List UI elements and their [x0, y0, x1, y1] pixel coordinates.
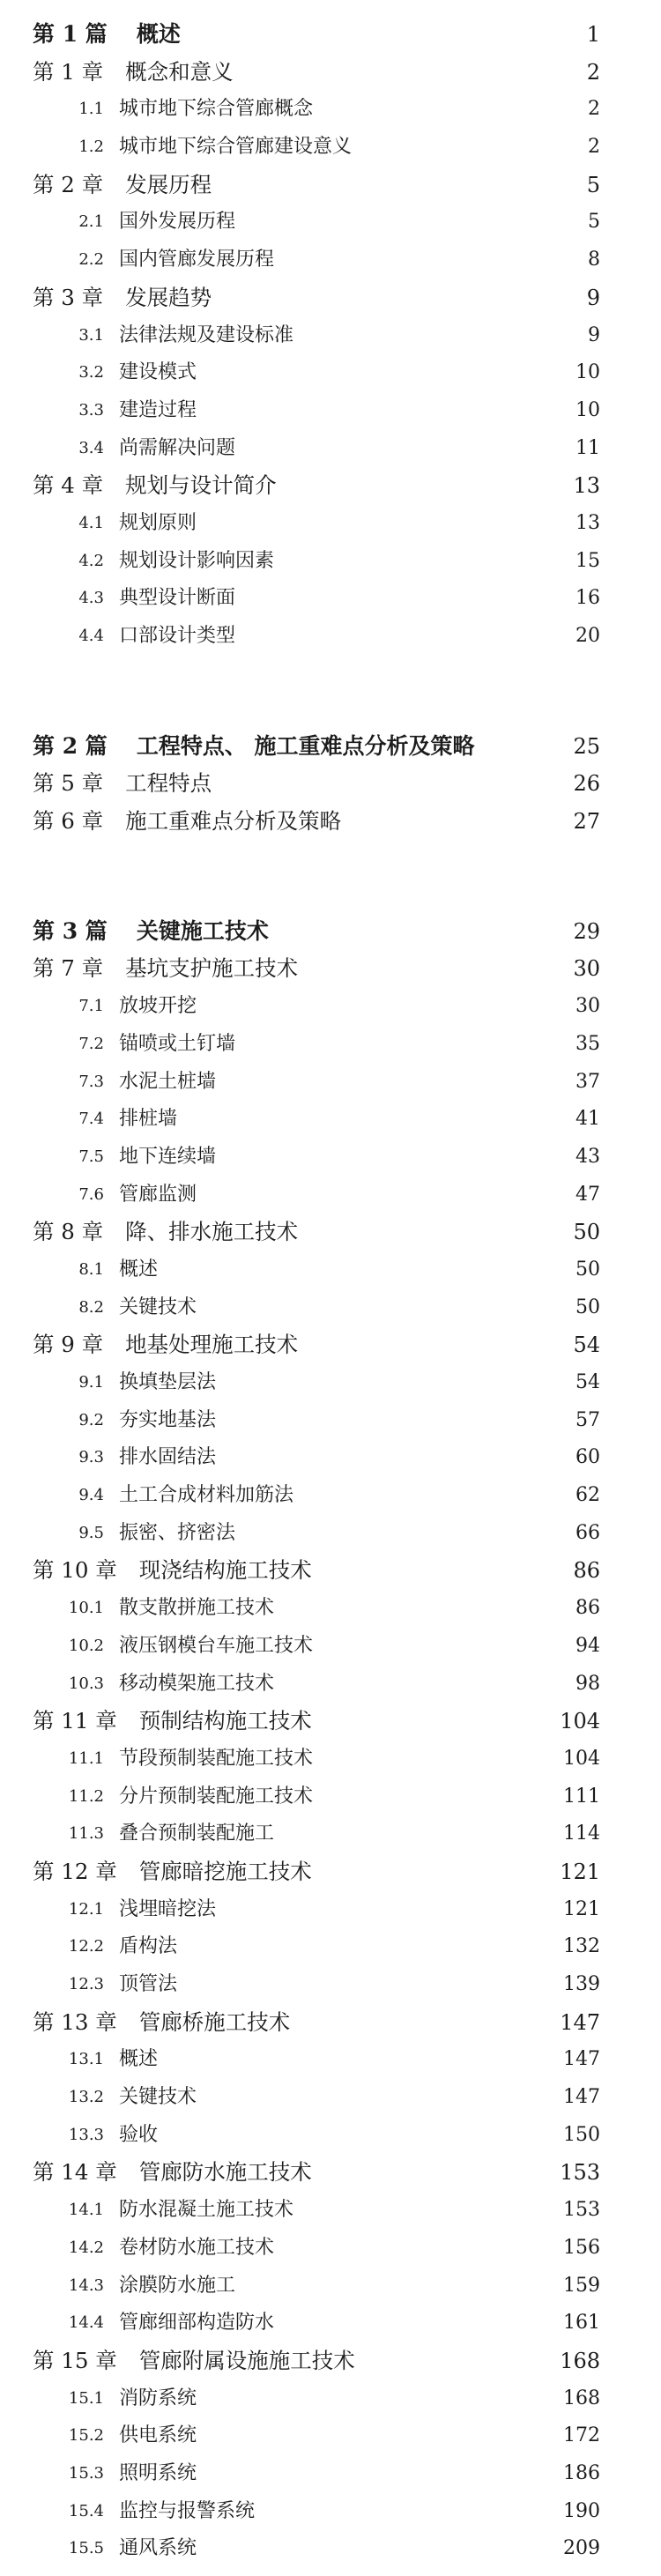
chapter-label: 第 9 章 [33, 1332, 104, 1358]
chapter-row-11 [0, 1703, 661, 1741]
chapter-row-15 [0, 2342, 661, 2380]
section-row-3-1 [0, 317, 661, 355]
page-number: 13 [573, 473, 600, 499]
page-number: 9 [586, 285, 600, 310]
chapter-title: 发展历程 [125, 171, 212, 197]
section-row-4-1 [0, 505, 661, 543]
section-title: 水泥土桩墙 [119, 1070, 217, 1093]
chapter-label: 第 7 章 [33, 955, 104, 982]
page-number: 1 [586, 22, 600, 47]
section-title: 放坡开挖 [119, 995, 197, 1018]
page-number: 147 [560, 2009, 600, 2035]
section-row-14-4 [0, 2305, 661, 2342]
section-number: 8.1 [78, 1259, 104, 1279]
section-number: 9.1 [78, 1373, 104, 1392]
chapter-row-12 [0, 1853, 661, 1891]
section-number: 3.3 [78, 400, 104, 419]
chapter-label: 第 13 章 [33, 2008, 117, 2035]
section-title: 管廊监测 [119, 1183, 197, 1206]
chapter-row-6 [0, 803, 661, 841]
chapter-row-7 [0, 950, 661, 988]
page-number: 30 [576, 995, 600, 1018]
page-number: 57 [576, 1408, 600, 1431]
page-number: 147 [563, 2086, 600, 2109]
section-title: 液压钢模台车施工技术 [119, 1634, 314, 1657]
page-number: 5 [588, 211, 600, 234]
section-row-9-5 [0, 1515, 661, 1553]
page-number: 13 [576, 511, 600, 534]
page-number: 25 [573, 733, 600, 759]
page-number: 50 [573, 1220, 600, 1245]
section-title: 振密、挤密法 [119, 1521, 236, 1544]
part-block-3 [0, 913, 661, 2568]
page-number: 153 [563, 2199, 600, 2222]
chapter-row-13 [0, 2004, 661, 2042]
section-row-14-3 [0, 2268, 661, 2305]
section-row-1-1 [0, 91, 661, 129]
section-number: 1.2 [78, 137, 104, 157]
chapter-title: 施工重难点分析及策略 [125, 808, 342, 835]
page-number: 190 [563, 2499, 600, 2522]
section-title: 排桩墙 [119, 1108, 178, 1131]
section-title: 管廊细部构造防水 [119, 2312, 275, 2335]
page-number: 43 [576, 1145, 600, 1168]
page-number: 50 [576, 1295, 600, 1318]
part-heading-1 [0, 16, 661, 54]
chapter-title: 发展趋势 [125, 284, 212, 310]
section-row-11-3 [0, 1815, 661, 1853]
page-number: 98 [576, 1672, 600, 1695]
chapter-row-1 [0, 54, 661, 92]
section-number: 7.6 [78, 1184, 104, 1204]
part-title: 关键施工技术 [136, 917, 269, 944]
page-number: 132 [563, 1935, 600, 1958]
section-number: 14.2 [68, 2238, 104, 2257]
section-number: 4.2 [78, 551, 104, 570]
page-number: 186 [563, 2461, 600, 2484]
section-title: 监控与报警系统 [119, 2499, 256, 2522]
section-number: 15.3 [68, 2463, 104, 2483]
section-number: 9.3 [78, 1448, 104, 1467]
part-title: 工程特点、 施工重难点分析及策略 [136, 732, 475, 759]
page-number: 150 [563, 2123, 600, 2146]
page-number: 156 [563, 2236, 600, 2259]
section-number: 7.4 [78, 1110, 104, 1129]
section-number: 12.3 [68, 1975, 104, 1993]
section-title: 锚喷或土钉墙 [119, 1032, 236, 1055]
chapter-title: 管廊防水施工技术 [138, 2159, 312, 2186]
section-number: 11.2 [68, 1786, 104, 1806]
section-row-3-2 [0, 354, 661, 392]
section-number: 3.1 [78, 325, 104, 345]
section-row-13-2 [0, 2079, 661, 2117]
page-number: 104 [560, 1709, 600, 1734]
chapter-title: 概念和意义 [125, 58, 234, 85]
section-title: 换填垫层法 [119, 1371, 217, 1393]
section-title: 尚需解决问题 [119, 436, 236, 459]
section-title: 法律法规及建设标准 [119, 323, 294, 346]
chapter-row-9 [0, 1326, 661, 1364]
page-number: 10 [576, 361, 600, 384]
page-number: 94 [576, 1634, 600, 1657]
section-number: 15.2 [68, 2426, 104, 2446]
section-row-2-1 [0, 204, 661, 241]
chapter-label: 第 8 章 [33, 1219, 104, 1245]
page-number: 10 [576, 398, 600, 421]
section-number: 3.4 [78, 438, 104, 457]
section-number: 13.3 [68, 2125, 104, 2144]
section-title: 移动模架施工技术 [119, 1672, 275, 1695]
chapter-title: 预制结构施工技术 [138, 1708, 312, 1734]
section-row-9-2 [0, 1402, 661, 1440]
section-title: 地下连续墙 [119, 1145, 217, 1168]
page-number: 114 [563, 1823, 600, 1845]
chapter-title: 降、排水施工技术 [125, 1219, 299, 1245]
section-row-12-2 [0, 1928, 661, 1966]
page-number: 111 [563, 1785, 600, 1808]
part-title: 概述 [136, 21, 181, 47]
section-title: 散支散拼施工技术 [119, 1597, 275, 1620]
section-row-8-2 [0, 1289, 661, 1327]
page-number: 104 [563, 1747, 600, 1770]
page-number: 147 [563, 2048, 600, 2071]
page-number: 159 [563, 2274, 600, 2297]
page-number: 121 [563, 1897, 600, 1920]
section-row-12-1 [0, 1891, 661, 1929]
page-number: 5 [586, 172, 600, 197]
chapter-title: 基坑支护施工技术 [125, 955, 299, 982]
section-title: 顶管法 [119, 1973, 178, 1995]
chapter-label: 第 5 章 [33, 770, 104, 797]
chapter-title: 工程特点 [125, 770, 212, 797]
section-row-15-2 [0, 2417, 661, 2455]
page-number: 139 [563, 1973, 600, 1995]
chapter-title: 管廊暗挖施工技术 [138, 1858, 312, 1884]
chapter-label: 第 3 章 [33, 284, 104, 310]
part-heading-3 [0, 913, 661, 951]
page-number: 16 [576, 587, 600, 610]
section-number: 13.2 [68, 2088, 104, 2107]
chapter-title: 管廊桥施工技术 [138, 2008, 291, 2035]
section-row-14-1 [0, 2192, 661, 2230]
section-title: 概述 [119, 1258, 159, 1281]
section-number: 4.1 [78, 513, 104, 532]
section-number: 9.2 [78, 1410, 104, 1429]
section-title: 规划原则 [119, 511, 197, 534]
page-number: 121 [560, 1859, 600, 1884]
chapter-label: 第 1 章 [33, 58, 104, 85]
section-title: 城市地下综合管廊建设意义 [119, 136, 353, 159]
section-number: 14.3 [68, 2275, 104, 2295]
chapter-row-4 [0, 467, 661, 505]
page-number: 86 [573, 1558, 600, 1584]
section-row-3-3 [0, 392, 661, 430]
section-row-12-3 [0, 1966, 661, 2004]
part-block-2 [0, 728, 661, 841]
section-row-9-4 [0, 1477, 661, 1515]
section-row-15-3 [0, 2455, 661, 2493]
section-row-10-3 [0, 1666, 661, 1704]
section-row-8-1 [0, 1251, 661, 1289]
page-number: 2 [588, 136, 600, 159]
section-title: 关键技术 [119, 2086, 197, 2109]
section-row-2-2 [0, 241, 661, 279]
section-row-7-5 [0, 1139, 661, 1177]
section-row-10-2 [0, 1628, 661, 1666]
page-number: 172 [563, 2424, 600, 2447]
section-number: 14.4 [68, 2313, 104, 2333]
chapter-row-14 [0, 2154, 661, 2192]
section-title: 照明系统 [119, 2461, 197, 2484]
part-heading-2 [0, 728, 661, 766]
section-title: 土工合成材料加筋法 [119, 1484, 294, 1507]
section-title: 排水固结法 [119, 1446, 217, 1469]
page-number: 20 [576, 625, 600, 647]
section-title: 涂膜防水施工 [119, 2274, 236, 2297]
chapter-label: 第 15 章 [33, 2347, 117, 2373]
section-number: 3.2 [78, 363, 104, 382]
page-number: 15 [576, 549, 600, 572]
section-title: 国内管廊发展历程 [119, 249, 275, 271]
page-number: 66 [576, 1521, 600, 1544]
page-number: 26 [573, 771, 600, 797]
section-row-15-4 [0, 2493, 661, 2531]
chapter-title: 地基处理施工技术 [125, 1332, 299, 1358]
section-number: 10.3 [68, 1674, 104, 1693]
section-number: 10.2 [68, 1636, 104, 1655]
section-title: 城市地下综合管廊概念 [119, 98, 314, 121]
section-title: 节段预制装配施工技术 [119, 1747, 314, 1770]
part-block-1 [0, 16, 661, 656]
page-number: 153 [560, 2160, 600, 2186]
section-title: 典型设计断面 [119, 587, 236, 610]
chapter-title: 规划与设计简介 [125, 472, 277, 499]
section-title: 盾构法 [119, 1935, 178, 1958]
section-title: 分片预制装配施工技术 [119, 1785, 314, 1808]
chapter-row-2 [0, 167, 661, 204]
section-number: 11.3 [68, 1824, 104, 1844]
section-number: 4.3 [78, 589, 104, 608]
page-number: 9 [588, 323, 600, 346]
part-label: 第 3 篇 [33, 917, 108, 944]
section-row-3-4 [0, 430, 661, 468]
page-number: 30 [573, 956, 600, 982]
section-row-4-4 [0, 618, 661, 656]
section-row-13-1 [0, 2041, 661, 2079]
section-number: 7.3 [78, 1072, 104, 1091]
part-label: 第 2 篇 [33, 732, 108, 759]
page-number: 37 [576, 1070, 600, 1093]
page-number: 2 [588, 98, 600, 121]
section-title: 规划设计影响因素 [119, 549, 275, 572]
section-row-13-3 [0, 2117, 661, 2155]
section-row-7-4 [0, 1101, 661, 1139]
section-title: 叠合预制装配施工 [119, 1823, 275, 1845]
section-title: 通风系统 [119, 2537, 197, 2560]
chapter-label: 第 4 章 [33, 472, 104, 499]
section-row-11-2 [0, 1778, 661, 1816]
section-row-9-1 [0, 1364, 661, 1402]
section-number: 10.1 [68, 1599, 104, 1618]
section-row-7-2 [0, 1026, 661, 1064]
page-number: 50 [576, 1258, 600, 1281]
section-title: 关键技术 [119, 1295, 197, 1318]
page-number: 54 [573, 1333, 600, 1358]
section-title: 防水混凝土施工技术 [119, 2199, 294, 2222]
chapter-row-8 [0, 1214, 661, 1251]
section-number: 11.1 [68, 1748, 104, 1768]
page-number: 2 [586, 59, 600, 85]
page-number: 27 [573, 809, 600, 835]
section-number: 15.4 [68, 2501, 104, 2520]
section-title: 验收 [119, 2123, 159, 2146]
section-number: 15.1 [68, 2388, 104, 2408]
section-title: 概述 [119, 2048, 159, 2071]
section-row-4-3 [0, 580, 661, 618]
chapter-row-10 [0, 1552, 661, 1590]
section-row-7-6 [0, 1177, 661, 1214]
section-row-15-1 [0, 2380, 661, 2418]
section-number: 4.4 [78, 627, 104, 645]
chapter-label: 第 12 章 [33, 1858, 117, 1884]
chapter-label: 第 6 章 [33, 808, 104, 835]
section-number: 2.2 [78, 250, 104, 270]
section-title: 消防系统 [119, 2387, 197, 2409]
section-row-10-1 [0, 1590, 661, 1628]
page-number: 86 [576, 1597, 600, 1620]
page-number: 209 [563, 2537, 600, 2560]
page-number: 29 [573, 918, 600, 944]
chapter-label: 第 14 章 [33, 2159, 117, 2186]
section-title: 夯实地基法 [119, 1408, 217, 1431]
section-row-15-5 [0, 2530, 661, 2568]
section-number: 8.2 [78, 1297, 104, 1317]
section-title: 供电系统 [119, 2424, 197, 2447]
section-number: 1.1 [78, 100, 104, 119]
page-number: 11 [576, 436, 600, 459]
page-number: 168 [563, 2387, 600, 2409]
section-number: 2.1 [78, 212, 104, 232]
section-number: 9.5 [78, 1523, 104, 1542]
section-number: 12.1 [68, 1899, 104, 1919]
page-number: 60 [576, 1446, 600, 1469]
section-row-4-2 [0, 543, 661, 581]
chapter-title: 管廊附属设施施工技术 [138, 2347, 355, 2373]
section-number: 14.1 [68, 2201, 104, 2220]
section-row-7-1 [0, 988, 661, 1026]
page-number: 54 [576, 1371, 600, 1393]
section-title: 建设模式 [119, 361, 197, 384]
section-number: 15.5 [68, 2539, 104, 2558]
chapter-label: 第 10 章 [33, 1557, 117, 1584]
section-row-11-1 [0, 1741, 661, 1778]
section-number: 9.4 [78, 1486, 104, 1505]
section-row-7-3 [0, 1064, 661, 1102]
page-number: 47 [576, 1183, 600, 1206]
chapter-label: 第 2 章 [33, 171, 104, 197]
section-number: 7.5 [78, 1147, 104, 1166]
chapter-label: 第 11 章 [33, 1708, 117, 1734]
section-row-9-3 [0, 1439, 661, 1477]
section-row-1-2 [0, 129, 661, 167]
page-number: 161 [563, 2312, 600, 2335]
page-number: 62 [576, 1484, 600, 1507]
page-number: 35 [576, 1032, 600, 1055]
page-number: 41 [576, 1108, 600, 1131]
section-number: 13.1 [68, 2050, 104, 2069]
page-number: 168 [560, 2348, 600, 2373]
section-row-14-2 [0, 2230, 661, 2268]
section-number: 7.2 [78, 1034, 104, 1053]
section-title: 卷材防水施工技术 [119, 2236, 275, 2259]
section-title: 口部设计类型 [119, 625, 236, 647]
section-title: 建造过程 [119, 398, 197, 421]
section-number: 12.2 [68, 1937, 104, 1956]
chapter-row-3 [0, 279, 661, 317]
part-label: 第 1 篇 [33, 21, 108, 47]
section-title: 国外发展历程 [119, 211, 236, 234]
section-title: 浅埋暗挖法 [119, 1897, 217, 1920]
chapter-title: 现浇结构施工技术 [138, 1557, 312, 1584]
page-number: 8 [588, 249, 600, 271]
chapter-row-5 [0, 765, 661, 803]
section-number: 7.1 [78, 997, 104, 1016]
